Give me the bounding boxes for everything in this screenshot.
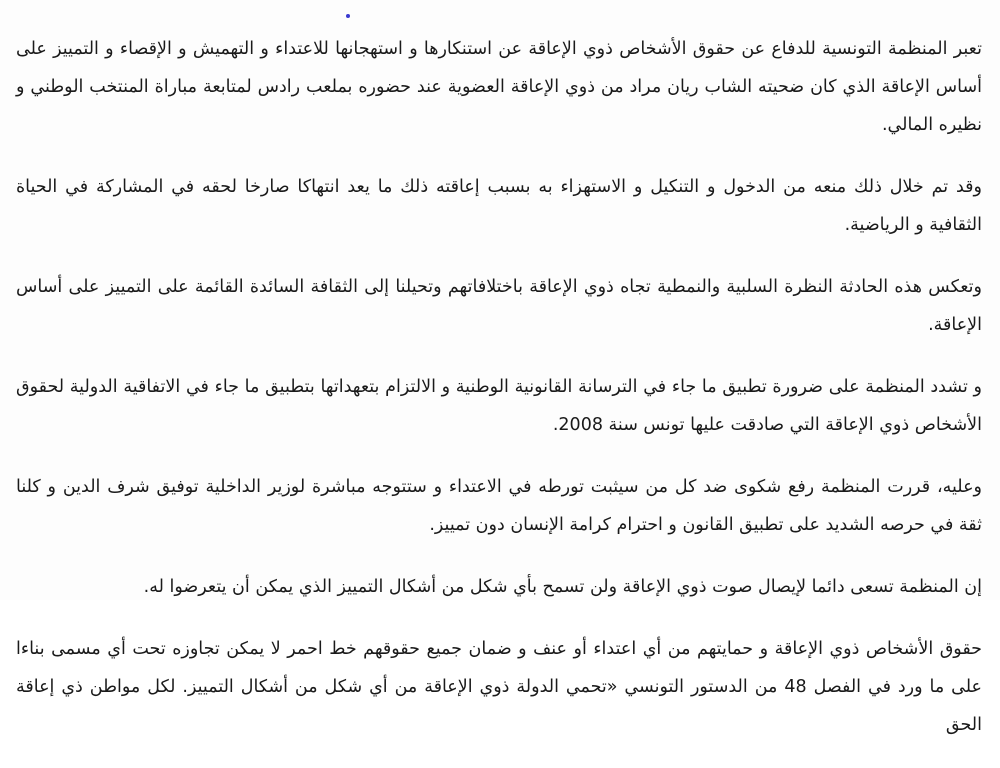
ink-dot-mark: [346, 14, 350, 18]
paragraph-negative-perception: وتعكس هذه الحادثة النظرة السلبية والنمطية تجاه ذوي الإعاقة باختلافاتهم وتحيلنا إلى الثقافة السائدة القائمة على التمييز على أساس الإعاقة.: [16, 277, 982, 335]
paragraph-mission: إن المنظمة تسعى دائما لإيصال صوت ذوي الإعاقة ولن تسمح بأي شكل من أشكال التمييز الذي يمكن أن يتعرضوا له.: [143, 577, 982, 597]
paragraph-incident-details: وقد تم خلال ذلك منعه من الدخول و التنكيل و الاستهزاء به بسبب إعاقته ذلك ما يعد انتهاكا صارخا لحقه في المشاركة في الحياة الثقافية و الرياضية.: [16, 177, 982, 235]
paragraph-legal-obligations: و تشدد المنظمة على ضرورة تطبيق ما جاء في الترسانة القانونية الوطنية و الالتزام بتعهداتها بتطبيق ما جاء في الاتفاقية الدولية لحقوق الأشخاص ذوي الإعاقة التي صادقت عليها تونس سنة 2008.: [16, 377, 982, 435]
paragraph-constitution: حقوق الأشخاص ذوي الإعاقة و حمايتهم من أي اعتداء أو عنف و ضمان جميع حقوقهم خط احمر لا يمكن تجاوزه تحت أي مسمى بناءا على ما ورد في الفصل 48 من الدستور التونسي «تحمي الدولة ذوي الإعاقة من أي شكل من أشكال التمييز. لكل مواطن ذي إعاقة الحق: [16, 639, 982, 735]
paragraph-condemnation: تعبر المنظمة التونسية للدفاع عن حقوق الأشخاص ذوي الإعاقة عن استنكارها و استهجانها للاعتداء و التهميش و الإقصاء و التمييز على أساس الإعاقة الذي كان ضحيته الشاب ريان مراد من ذوي الإعاقة العضوية عند حضوره بملعب رادس لمتابعة مباراة المنتخب الوطني و نظيره المالي.: [16, 39, 982, 135]
document-body: [16, 30, 982, 768]
paragraph-complaint: وعليه، قررت المنظمة رفع شكوى ضد كل من سيثبت تورطه في الاعتداء و ستتوجه مباشرة لوزير الداخلية توفيق شرف الدين و كلنا ثقة في حرصه الشديد على تطبيق القانون و احترام كرامة الإنسان دون تمييز.: [16, 477, 982, 535]
